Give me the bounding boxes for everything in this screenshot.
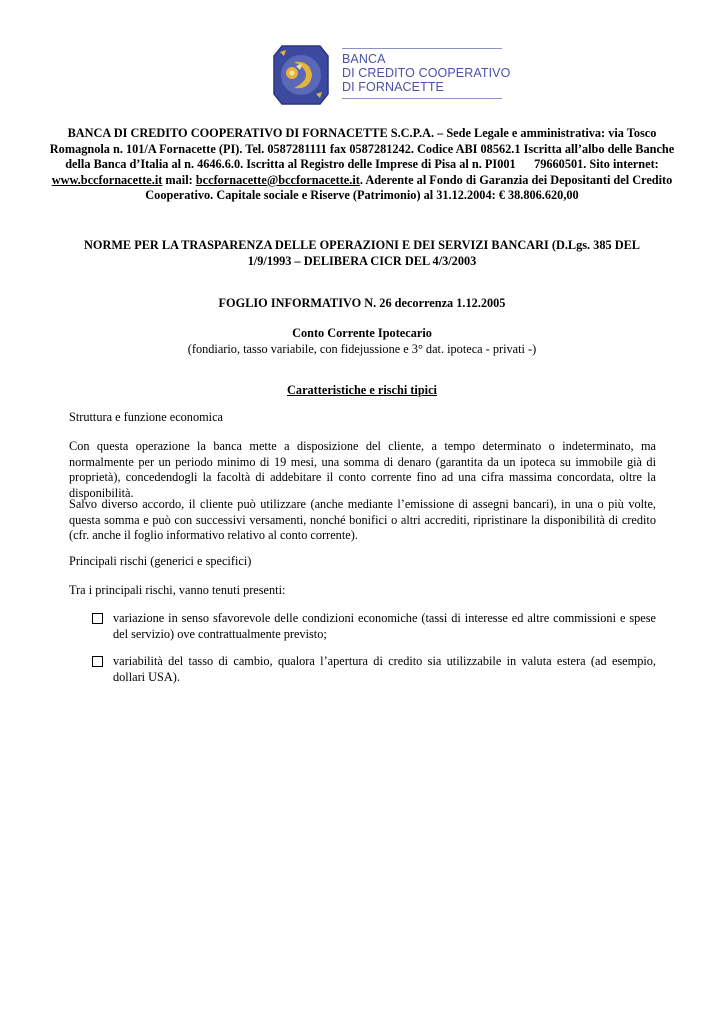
- header-line-4-rest: . Aderente al Fondo di Garanzia dei Depositanti del Credito: [359, 172, 673, 187]
- regulation-line-1: NORME PER LA TRASPARENZA DELLE OPERAZIONI E DEI SERVIZI BANCARI (D.Lgs. 385 DEL: [84, 238, 640, 252]
- logo-bottom-rule: [342, 98, 502, 99]
- list-item: [92, 654, 656, 685]
- website-link[interactable]: www.bccfornacette.it: [51, 172, 163, 187]
- logo-line-3: DI FORNACETTE: [342, 80, 444, 94]
- header-line-1: BANCA DI CREDITO COOPERATIVO DI FORNACETTE S.C.P.A. – Sede Legale e amministrativa: via Tosco: [67, 126, 657, 140]
- bank-emblem-icon: [272, 42, 330, 108]
- regulation-line-2: 1/9/1993 – DELIBERA CICR DEL 4/3/2003: [247, 253, 477, 268]
- checkbox-bullet-icon: [92, 656, 103, 667]
- logo-text: [342, 52, 511, 94]
- paragraph-risks-heading: Principali rischi (generici e specifici): [69, 554, 252, 568]
- product-title: Conto Corrente Ipotecario: [292, 326, 432, 340]
- product-subtitle: (fondiario, tasso variabile, con fidejussione e 3° dat. ipoteca - privati -): [187, 341, 537, 356]
- logo-top-rule: [342, 48, 502, 49]
- header-line-4: [38, 173, 686, 189]
- header-line-2: Romagnola n. 101/A Fornacette (PI). Tel. 0587281111 fax 0587281242. Codice ABI 08562.1 Iscritta all’albo delle Banche: [49, 141, 675, 156]
- paragraph-usage: Salvo diverso accordo, il cliente può utilizzare (anche mediante l’emissione di assegni bancari), in una o più volte, questa somma e può con successivi versamenti, nonché bonifici o altri accrediti, ripristinare la disponibilità di credito (cfr. anche il foglio informativo relativo al conto corrente).: [69, 497, 656, 543]
- header-line-3: della Banca d’Italia al n. 4646.6.0. Iscritta al Registro delle Imprese di Pisa al n. PI001 79660501. Sito internet:: [65, 157, 659, 172]
- logo-line-1: BANCA: [342, 52, 386, 66]
- paragraph-risks-intro: Tra i principali rischi, vanno tenuti presenti:: [69, 583, 286, 597]
- paragraph-structure-heading: Struttura e funzione economica: [69, 410, 223, 424]
- regulation-title: [60, 238, 664, 269]
- checkbox-bullet-icon: [92, 613, 103, 624]
- info-sheet-title: FOGLIO INFORMATIVO N. 26 decorrenza 1.12.2005: [218, 296, 506, 310]
- bank-logo: [272, 42, 511, 108]
- header-line-5: Cooperativo. Capitale sociale e Riserve (Patrimonio) al 31.12.2004: € 38.806.620,00: [145, 188, 579, 203]
- email-link[interactable]: bccfornacette@bccfornacette.it: [195, 172, 360, 187]
- bank-header: [38, 126, 686, 204]
- product-heading: [60, 326, 664, 357]
- list-item-text: variazione in senso sfavorevole delle condizioni economiche (tassi di interesse ed altre commissioni e spese del servizio) ove contrattualmente previsto;: [113, 611, 656, 641]
- list-item-text: variabilità del tasso di cambio, qualora l’apertura di credito sia utilizzabile in valuta estera (ad esempio, dollari USA).: [113, 654, 656, 684]
- logo-line-2: DI CREDITO COOPERATIVO: [342, 66, 511, 80]
- section-title: Caratteristiche e rischi tipici: [287, 383, 437, 397]
- paragraph-operation: Con questa operazione la banca mette a disposizione del cliente, a tempo determinato o indeterminato, ma normalmente per un periodo minimo di 19 mesi, una somma di denaro (garantita da un ipoteca su immobile già di proprietà), concedendogli la facoltà di addebitare il conto corrente fino ad una cifra massima concordata, oltre la disponibilità.: [69, 439, 656, 500]
- list-item: [92, 611, 656, 642]
- mail-label: mail:: [162, 172, 196, 187]
